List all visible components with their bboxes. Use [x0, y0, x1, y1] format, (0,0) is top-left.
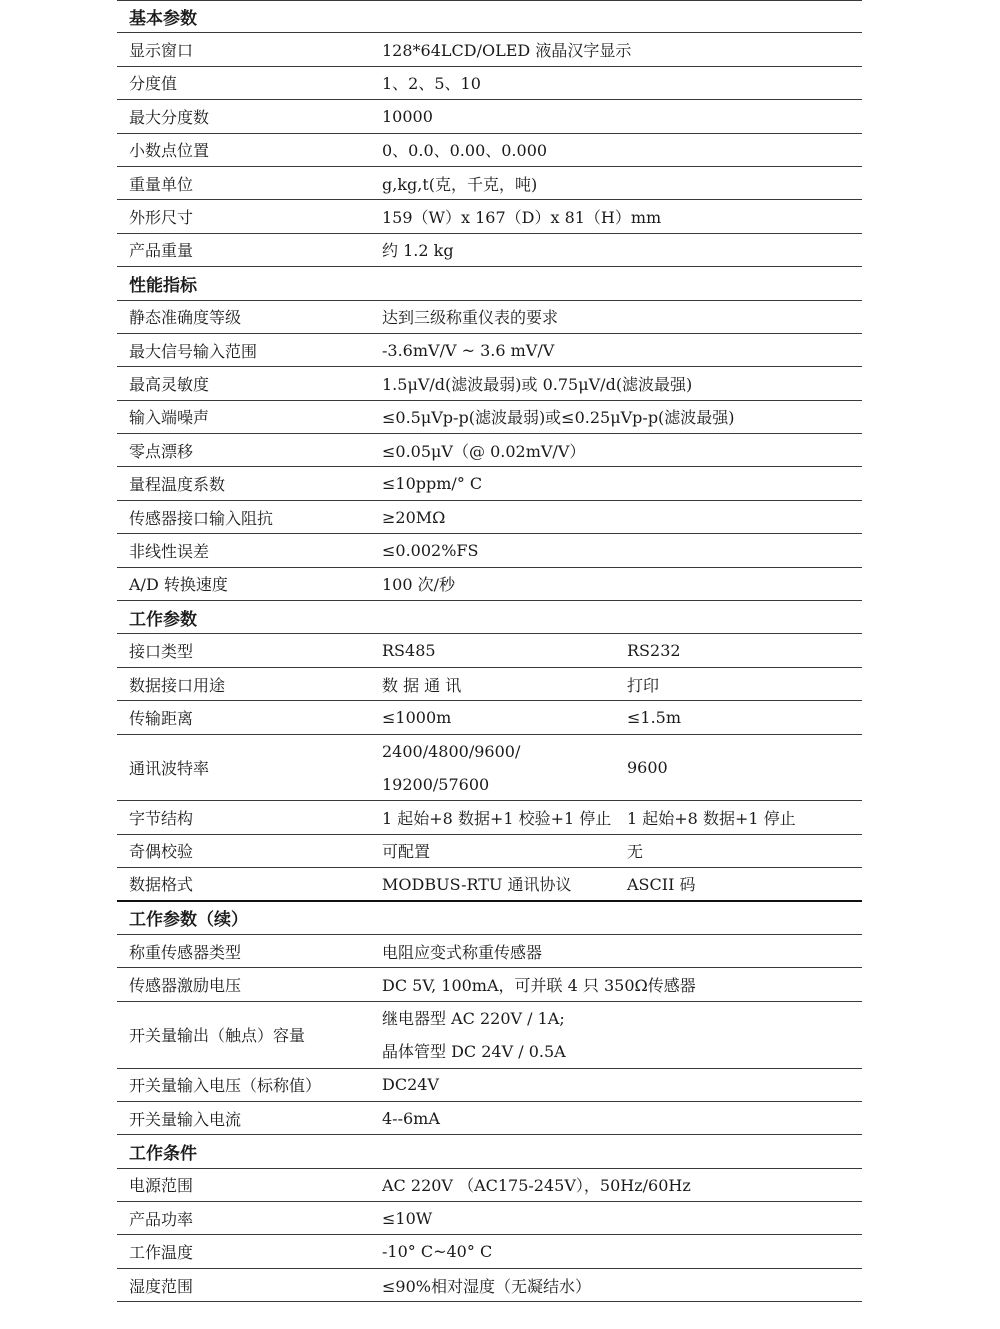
row-label: 产品功率 — [129, 1209, 194, 1229]
table-row — [117, 1235, 862, 1268]
value-line: 晶体管型 DC 24V / 0.5A — [382, 1041, 566, 1061]
row-value: 0、0.0、0.00、0.000 — [382, 141, 548, 161]
section-title: 工作参数 — [129, 609, 197, 630]
table-row — [117, 1102, 862, 1135]
row-value: DC 5V, 100mA，可并联 4 只 350Ω传感器 — [382, 976, 696, 996]
table-row — [117, 434, 862, 467]
spec-table — [117, 0, 862, 1302]
row-label: 非线性误差 — [129, 541, 210, 561]
section-title: 工作条件 — [129, 1144, 197, 1164]
row-value: 电阻应变式称重传感器 — [382, 942, 543, 962]
row-label: 开关量输出（触点）容量 — [129, 1026, 306, 1046]
row-value: 达到三级称重仪表的要求 — [382, 308, 559, 328]
row-value-col1: ≤1000m — [382, 707, 452, 727]
row-value: ≤10ppm/° C — [382, 474, 483, 494]
row-value: 4--6mA — [382, 1108, 440, 1128]
row-label: 奇偶校验 — [129, 842, 194, 862]
row-value-col1: 可配置 — [382, 842, 431, 862]
section-title: 工作参数（续） — [129, 910, 248, 931]
row-label: 显示窗口 — [129, 41, 194, 61]
row-value: ≤10W — [382, 1208, 433, 1228]
row-label: 重量单位 — [129, 174, 194, 194]
table-row — [117, 334, 862, 367]
table-row — [117, 1069, 862, 1102]
row-value: g,kg,t(克，千克，吨) — [382, 174, 538, 194]
row-value-col2: ≤1.5m — [627, 707, 682, 727]
section-header — [117, 0, 862, 33]
row-value: ≤0.5μVp-p(滤波最弱)或≤0.25μVp-p(滤波最强) — [382, 408, 735, 428]
table-row — [117, 1002, 862, 1069]
row-value: ≤90%相对湿度（无凝结水） — [382, 1276, 591, 1296]
row-value: 1.5μV/d(滤波最弱)或 0.75μV/d(滤波最强) — [382, 374, 693, 394]
section-title: 性能指标 — [129, 275, 197, 296]
row-value-col1: 数 据 通 讯 — [382, 675, 462, 695]
row-value: 159（W）x 167（D）x 81（H）mm — [382, 208, 662, 228]
row-label: 传输距离 — [129, 708, 194, 728]
row-label: 传感器激励电压 — [129, 976, 242, 996]
row-label: 分度值 — [129, 74, 178, 94]
row-value: 约 1.2 kg — [382, 241, 454, 261]
row-label: 工作温度 — [129, 1243, 194, 1263]
row-value-col1 — [382, 735, 520, 801]
row-value-col1: MODBUS-RTU 通讯协议 — [382, 875, 572, 895]
section-header — [117, 267, 862, 300]
row-label: 输入端噪声 — [129, 408, 210, 428]
row-label: A/D 转换速度 — [129, 575, 228, 595]
row-value: 100 次/秒 — [382, 575, 456, 595]
table-row — [117, 801, 862, 834]
row-value: -10° C~40° C — [382, 1242, 493, 1262]
row-value: ≤0.002%FS — [382, 540, 479, 560]
table-row — [117, 668, 862, 701]
row-value-col2: 无 — [627, 842, 644, 862]
row-value-col1: RS485 — [382, 641, 436, 661]
row-label: 产品重量 — [129, 241, 194, 261]
table-row — [117, 100, 862, 133]
section-header — [117, 1135, 862, 1168]
table-row — [117, 1169, 862, 1202]
row-value-col2: ASCII 码 — [627, 875, 696, 895]
row-label: 开关量输入电流 — [129, 1109, 242, 1129]
row-label: 数据格式 — [129, 875, 194, 895]
row-label: 外形尺寸 — [129, 208, 194, 228]
table-row — [117, 1269, 862, 1302]
table-row — [117, 167, 862, 200]
row-label: 字节结构 — [129, 809, 194, 829]
table-row — [117, 134, 862, 167]
table-row — [117, 568, 862, 601]
row-label: 开关量输入电压（标称值） — [129, 1076, 322, 1096]
value-line: 19200/57600 — [382, 774, 490, 794]
table-row — [117, 835, 862, 868]
row-value: 1、2、5、10 — [382, 74, 481, 94]
table-row — [117, 301, 862, 334]
row-label: 数据接口用途 — [129, 675, 226, 695]
table-row — [117, 234, 862, 267]
table-row — [117, 67, 862, 100]
table-row — [117, 634, 862, 667]
row-label: 小数点位置 — [129, 141, 210, 161]
section-title: 基本参数 — [129, 8, 197, 29]
row-label: 量程温度系数 — [129, 475, 226, 495]
row-value-col2: 打印 — [627, 675, 660, 695]
row-label: 最大信号输入范围 — [129, 341, 258, 361]
table-row — [117, 968, 862, 1001]
value-line: 2400/4800/9600/ — [382, 741, 521, 761]
row-label: 电源范围 — [129, 1176, 194, 1196]
table-row — [117, 701, 862, 734]
table-row — [117, 367, 862, 400]
row-label: 最高灵敏度 — [129, 374, 210, 394]
row-value: AC 220V （AC175-245V），50Hz/60Hz — [382, 1176, 691, 1196]
row-label: 接口类型 — [129, 642, 194, 662]
table-row — [117, 467, 862, 500]
row-label: 传感器接口输入阻抗 — [129, 508, 274, 528]
value-line: 继电器型 AC 220V / 1A; — [382, 1008, 565, 1028]
row-value: 10000 — [382, 106, 433, 126]
table-row — [117, 401, 862, 434]
section-header — [117, 902, 862, 935]
row-value-col2: 1 起始+8 数据+1 停止 — [627, 809, 796, 829]
row-label: 湿度范围 — [129, 1276, 194, 1296]
table-row — [117, 868, 862, 901]
row-value-col2: 9600 — [627, 757, 668, 777]
table-row — [117, 200, 862, 233]
row-label: 零点漂移 — [129, 441, 194, 461]
section-header — [117, 601, 862, 634]
row-value: -3.6mV/V ~ 3.6 mV/V — [382, 340, 555, 360]
table-row — [117, 501, 862, 534]
table-row — [117, 735, 862, 802]
table-row — [117, 935, 862, 968]
row-value: 128*64LCD/OLED 液晶汉字显示 — [382, 41, 632, 61]
row-label: 通讯波特率 — [129, 758, 210, 778]
row-value: ≤0.05μV（@ 0.02mV/V） — [382, 441, 586, 461]
row-value: ≥20MΩ — [382, 507, 446, 527]
row-value: DC24V — [382, 1075, 439, 1095]
row-value-col2: RS232 — [627, 641, 681, 661]
row-label: 称重传感器类型 — [129, 942, 242, 962]
table-row — [117, 534, 862, 567]
table-row — [117, 1202, 862, 1235]
row-label: 静态准确度等级 — [129, 308, 242, 328]
row-value-col1: 1 起始+8 数据+1 校验+1 停止 — [382, 809, 612, 829]
row-label: 最大分度数 — [129, 107, 210, 127]
table-row — [117, 33, 862, 66]
row-value — [382, 1002, 566, 1068]
